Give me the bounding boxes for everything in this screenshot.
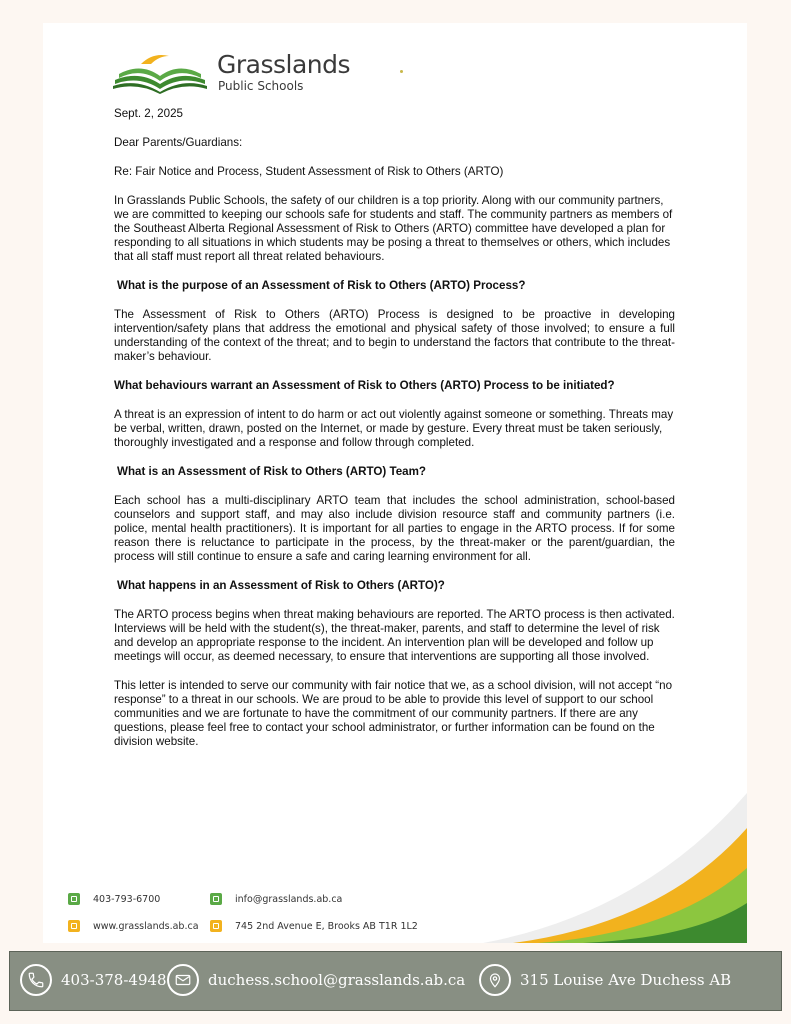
open-book-logo-icon [111, 50, 209, 94]
letter-page [43, 23, 747, 943]
logo-name: Grasslands [217, 50, 351, 79]
contact-email [210, 893, 342, 905]
contact-phone-text: 403-793-6700 [93, 893, 161, 905]
letter-body [114, 107, 675, 764]
footer-address [479, 964, 731, 996]
letter-closing: This letter is intended to serve our community with fair notice that we, as a school division, will not accept “no response” to a threat in our schools. We are proud to be able to provide this level of support to our school communities and we are fortunate to have the commitment of our community partners. If there are any questions, please feel free to contact your school administrator, or further information can be found on the division website. [114, 679, 673, 748]
footer-email[interactable] [167, 964, 465, 996]
section-body-behaviours: A threat is an expression of intent to do harm or act out violently against someone or something. Threats may be verbal, written, drawn, posted on the Internet, or made by gesture. Every threat must be taken seriously, thoroughly investigated and a response and follow through completed. [114, 408, 674, 449]
envelope-icon [167, 964, 199, 996]
section-body-purpose: The Assessment of Risk to Others (ARTO) Process is designed to be proactive in developing intervention/safety plans that address the emotional and physical safety of those involved; to ensure a full understanding of the context of the threat; and to begin to understand the factors that contribute to the threat-maker’s behaviour. [114, 308, 675, 363]
decorative-swoosh [443, 773, 747, 943]
letter-date: Sept. 2, 2025 [114, 107, 183, 120]
footer-phone [20, 964, 167, 996]
letter-salutation: Dear Parents/Guardians: [114, 136, 243, 149]
logo-subtitle: Public Schools [218, 79, 304, 93]
contact-address-text: 745 2nd Avenue E, Brooks AB T1R 1L2 [235, 920, 418, 932]
grasslands-logo [111, 48, 351, 98]
section-heading-team: What is an Assessment of Risk to Others (ARTO) Team? [117, 465, 427, 478]
contact-block [68, 893, 448, 937]
phone-icon [68, 893, 80, 905]
section-heading-purpose: What is the purpose of an Assessment of Risk to Others (ARTO) Process? [117, 279, 526, 292]
contact-phone [68, 893, 160, 905]
contact-website [68, 920, 199, 932]
phone-icon [20, 964, 52, 996]
contact-email-text: info@grasslands.ab.ca [235, 893, 343, 905]
email-icon [210, 893, 222, 905]
globe-icon [68, 920, 80, 932]
section-heading-process: What happens in an Assessment of Risk to Others (ARTO)? [117, 579, 445, 592]
section-body-team: Each school has a multi-disciplinary ARTO team that includes the school administration, school-based counselors and support staff, and may also include division resource staff and community partners (i.e. police, mental health practitioners). It is important for all parties to engage in the ARTO process. If for some reason there is reluctance to participate in the process, by the threat-maker or the parent/guardian, the process will still continue to ensure a safe and caring learning environment for all. [114, 494, 675, 563]
footer-phone-text: 403-378-4948 [61, 971, 167, 989]
section-body-process: The ARTO process begins when threat making behaviours are reported. The ARTO process is then activated. Interviews will be held with the student(s), the threat-maker, parents, and staff to determine the level of risk and develop an appropriate response to the incident. An intervention plan will be developed and follow up meetings will occur, as deemed necessary, to ensure that interventions are supporting all those involved. [114, 608, 675, 663]
school-footer [9, 951, 782, 1011]
location-pin-icon [479, 964, 511, 996]
letter-intro: In Grasslands Public Schools, the safety of our children is a top priority. Along with our community partners, we are committed to keeping our schools safe for students and staff. The community partners as members of the Southeast Alberta Regional Assessment of Risk to Others (ARTO) committee have developed a plan for responding to all situations in which students may be posing a threat to themselves or others, which includes that all staff must report all threat related behaviours. [114, 194, 673, 263]
contact-address [210, 920, 418, 932]
contact-website-text: www.grasslands.ab.ca [93, 920, 199, 932]
decorative-dot [400, 70, 403, 73]
footer-address-text: 315 Louise Ave Duchess AB [520, 971, 732, 989]
location-pin-icon [210, 920, 222, 932]
footer-email-text[interactable]: duchess.school@grasslands.ab.ca [208, 971, 466, 989]
section-heading-behaviours: What behaviours warrant an Assessment of Risk to Others (ARTO) Process to be initiated? [114, 379, 615, 392]
letter-re-line: Re: Fair Notice and Process, Student Assessment of Risk to Others (ARTO) [114, 165, 504, 178]
